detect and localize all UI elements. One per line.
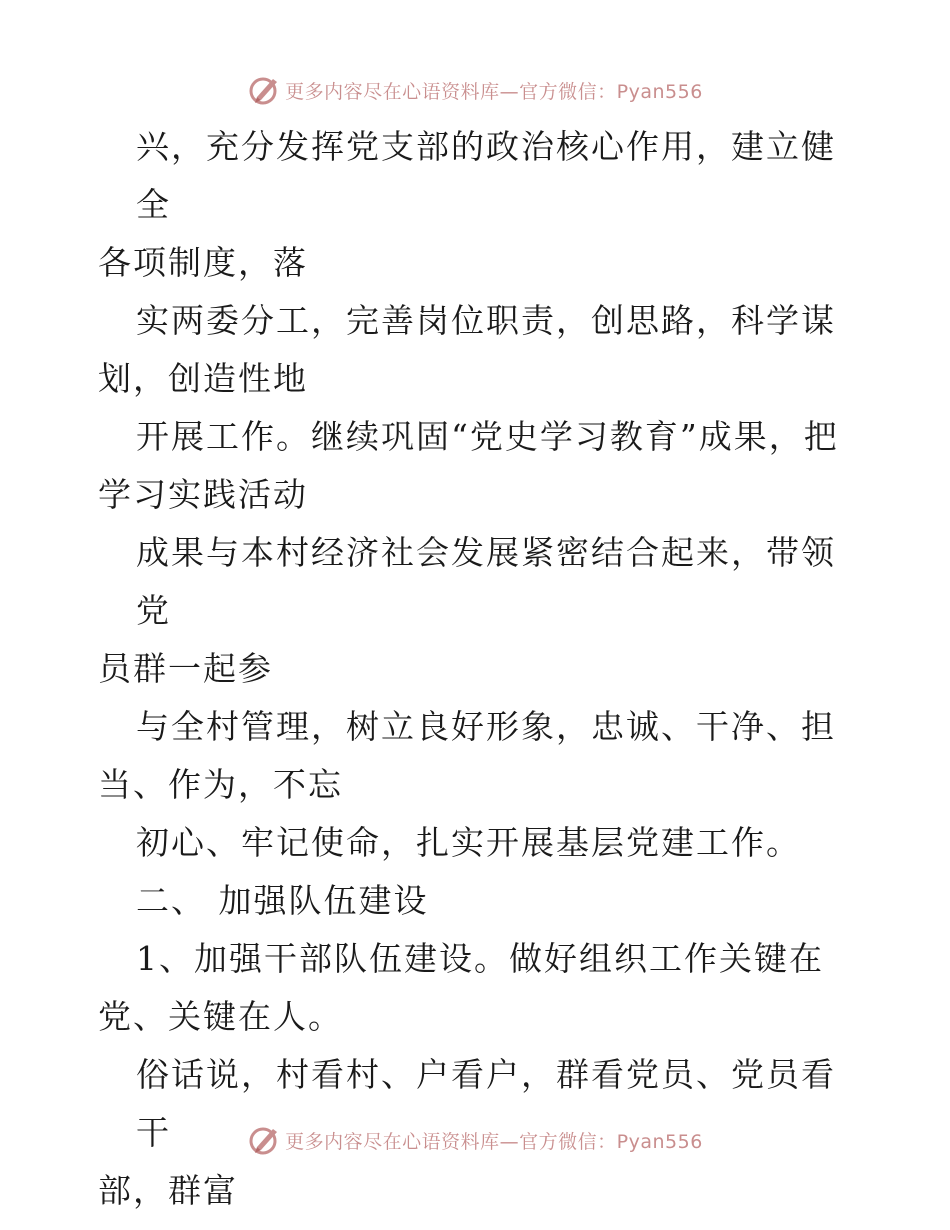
watermark-text: 更多内容尽在心语资料库—官方微信：Pyan556 — [285, 80, 703, 103]
text-line: 当、作为，不忘 — [98, 765, 343, 804]
header-watermark — [0, 70, 950, 110]
footer-watermark — [0, 1120, 950, 1160]
text-line: 与全村管理，树立良好形象，忠诚、干净、担 — [136, 707, 836, 746]
text-line: 兴，充分发挥党支部的政治核心作用，建立健全 — [136, 127, 836, 224]
pen-logo-icon — [247, 73, 281, 107]
text-line: 各项制度，落 — [98, 243, 308, 282]
watermark-text: 更多内容尽在心语资料库—官方微信：Pyan556 — [285, 1130, 703, 1153]
text-line: 部，群富 — [98, 1171, 238, 1210]
text-line: 学习实践活动 — [98, 475, 308, 514]
text-line: 初心、牢记使命，扎实开展基层党建工作。 — [136, 823, 801, 862]
document-body — [98, 118, 858, 1220]
pen-logo-icon — [247, 1123, 281, 1157]
text-line: 划，创造性地 — [98, 359, 308, 398]
text-line: 党、关键在人。 — [98, 997, 343, 1036]
text-line: 员群一起参 — [98, 649, 273, 688]
text-line: 二、 加强队伍建设 — [136, 881, 429, 920]
text-line: 成果与本村经济社会发展紧密结合起来，带领党 — [136, 533, 836, 630]
text-line: 俗话说，村看村、户看户，群看党员、党员看干 — [136, 1055, 836, 1152]
text-line: 1、加强干部队伍建设。做好组织工作关键在 — [136, 939, 824, 978]
text-line: 实两委分工，完善岗位职责，创思路，科学谋 — [136, 301, 836, 340]
text-line: 开展工作。继续巩固“党史学习教育”成果，把 — [136, 417, 839, 456]
